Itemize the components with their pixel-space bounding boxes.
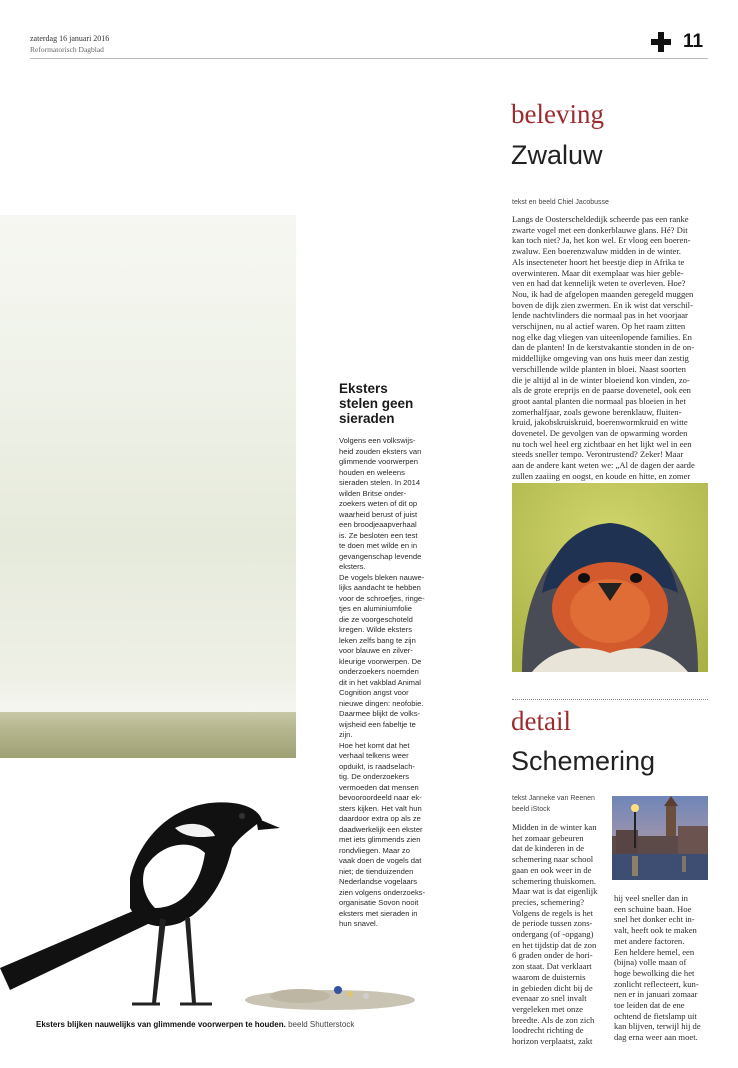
photo-caption xyxy=(36,1020,354,1029)
caption-credit: beeld Shutterstock xyxy=(288,1020,355,1029)
article-title-schemering: Schemering xyxy=(511,746,656,776)
article-body-schemering-col2: hij veel sneller dan in een schuine baan. Hoe snel het donker echt in- valt, heeft ook te maken met andere factoren. Een heldere hemel, een (bijna) volle maan of hoge bewolking die het zonlicht reflecteert, kun- nen er in januari zomaar toe leiden dat de ene ochtend de fietslamp uit kan blijven, terwijl hij de dag erna weer aan moet. xyxy=(614,893,701,1043)
article-credit-author: tekst Janneke van Reenen xyxy=(512,795,595,802)
header-newspaper-name: Reformatorisch Dagblad xyxy=(30,45,104,54)
city-twilight-photo xyxy=(612,796,708,880)
section-label-beleving: beleving xyxy=(511,99,604,129)
article-body-schemering-col1: Midden in de winter kan het zomaar gebeuren dat de kinderen in de schemering naar school gaan en ook weer in de schemering thuiskomen. Maar wat is dat eigenlijk precies, schemering? Volgens de regels is het de periode tussen zons- ondergang (of -opgang) en het tijdstip dat de zon 6 graden onder de hori- zon staat. Dat verklaart waarom de duisternis in gebieden dicht bij de evenaar zo snel invalt vergeleken met onze breedte. Als de zon zich loodrecht richting de horizon verplaatst, zakt xyxy=(512,822,598,1047)
article-title-eksters: Eksters stelen geen sieraden xyxy=(339,381,414,426)
caption-text: Eksters blijken nauwelijks van glimmende voorwerpen te houden. xyxy=(36,1020,286,1029)
article-credit-image: beeld iStock xyxy=(512,806,551,813)
article-body-eksters: Volgens een volkswijs- heid zouden eksters van glimmende voorwerpen houden en weleens sieraden stelen. In 2014 wilden Britse onder- zoekers weten of dit op waarheid berust of juist een broodjeaapverhaal is. Ze besloten een test te doen met wilde en in gevangenschap levende eksters. De vogels bleken nauwe- lijks aandacht te hebben voor de schroefjes, ringe- tjes en aluminiumfolie die ze voorgeschoteld kregen. Wilde eksters leken zelfs bang te zijn voor blauwe en zilver- kleurige voorwerpen. De onderzoekers noemden dit in het vakblad Animal Cognition angst voor nieuwe dingen: neofobie. Daarmee blijkt de volks- wijsheid een fabeltje te zijn. Hoe het komt dat het verhaal telkens weer opduikt, is raadselach- tig. De onderzoekers vermoeden dat mensen bevooroordeeld naar ek- sters kijken. Het valt hun daardoor extra op als ze daadwerkelijk een ekster met iets glimmends zien rondvliegen. Maar zo vaak doen de vogels dat niet; de tienduizenden Nederlandse vogelaars zien volgens onderzoeks- organisatie Sovon nooit eksters met sieraden in hun snavel. xyxy=(339,436,426,928)
page-number: 11 xyxy=(683,31,704,52)
article-credit-zwaluw: tekst en beeld Chiel Jacobusse xyxy=(512,199,609,206)
section-label-detail: detail xyxy=(511,706,571,736)
article-title-zwaluw: Zwaluw xyxy=(511,140,603,170)
magpie-photo xyxy=(0,215,296,758)
header-divider xyxy=(30,58,708,59)
swallow-photo xyxy=(512,483,708,672)
plus-cross-icon xyxy=(651,32,671,52)
section-divider xyxy=(512,699,708,700)
mossy-fence xyxy=(0,712,296,758)
header-date: zaterdag 16 januari 2016 xyxy=(30,34,110,43)
article-body-zwaluw: Langs de Oosterscheldedijk scheerde pas een ranke zwarte vogel met een donkerblauwe glans. Hé? Dit kan toch niet? Ja, het kon wel. Er vloog een boeren- zwaluw. Een boerenzwaluw midden in de winter. Als insecteneter hoort het beestje diep in Afrika te overwinteren. Maar dit exemplaar was hier geble- ven en had dat kennelijk weten te overleven. Hoe? Nou, ik had de afgelopen maanden geregeld muggen boven de dijk zien zwermen. En ik wist dat verschil- lende nachtvlinders die normaal pas in het voorjaar verschijnen, nu al actief waren. Op het raam zitten nog elke dag vliegen van uiteenlopende families. En dan de planten! In de kerstvakantie stonden in de on- middellijke omgeving van ons huis meer dan zestig verschillende wilde planten in bloei. Naast soorten die je altijd al in de winter bloeiend kon vinden, zo- als de grote ereprijs en de paarse dovenetel, ook een groot aantal planten die normaal pas bloeien in het zomerhalfjaar, zoals gewone berenklauw, fluiten- kruid, jakobskruiskruid, boerenwormkruid en witte dovenetel. De gevolgen van de opwarming worden nu toch wel heel erg zichtbaar en het lijkt wel in een steeds sneller tempo. Verontrustend? Zeker! Maar aan de andere kant weten we: „Al de dagen der aarde zullen zaaiing en oogst, en koude en hitte, en zomer xyxy=(512,214,695,481)
